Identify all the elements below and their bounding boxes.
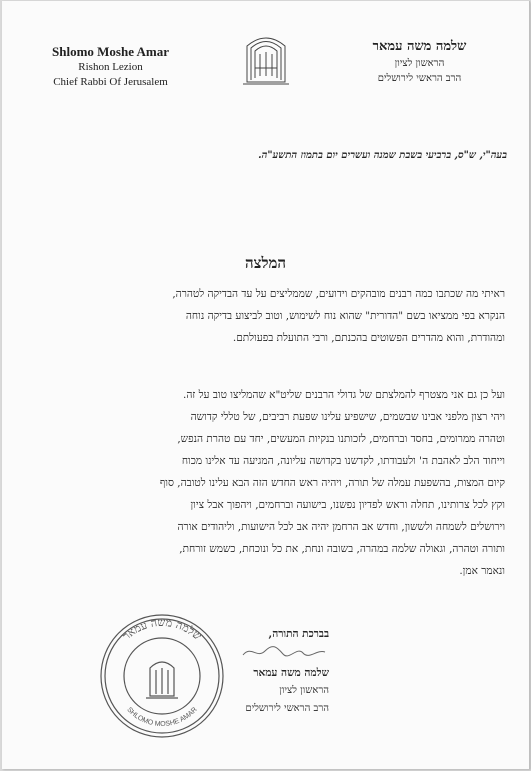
paragraph-line: קיום המצות, בהשפעת עמלה של תורה, ויהיה ראש החדש הזה הבא עלינו לטובה, סוף bbox=[159, 477, 505, 489]
english-name: Shlomo Moshe Amar bbox=[52, 44, 169, 59]
paragraph-line: וקץ לכל צרותינו, תחלה וראש לפדיון נפשנו, בישועה וברחמים, ויהפוך אבל ציון bbox=[190, 499, 505, 511]
handwritten-signature-icon bbox=[239, 643, 329, 660]
paragraph-line: וירושלים לשמחה ולששון, וחדש אב הרחמן יהיה אב לכל הישועות, וליהודים אורה bbox=[177, 521, 505, 533]
paragraph-1 bbox=[32, 283, 505, 349]
letter-title: המלצה bbox=[244, 254, 287, 272]
paragraph-line: ומהודרת, והוא מהדרים הפשוטים בהכנתם, ורבי התועלת בפעולתם. bbox=[232, 332, 505, 344]
stamp-hebrew-text: שלמה משה עמאר bbox=[119, 615, 204, 643]
english-title-2: Chief Rabbi Of Jerusalem bbox=[53, 76, 168, 88]
paragraph-line: ונאמר אמן. bbox=[459, 565, 505, 577]
paragraph-line: וטהרה ממרומים, בחסד וברחמים, לזכותנו בנקיות המעשים, יחד עם טהרת הנפש, bbox=[177, 433, 505, 445]
signature-name: שלמה משה עמאר bbox=[253, 667, 329, 679]
emblem-logo-icon bbox=[239, 28, 293, 88]
hebrew-title-1: הראשון לציון bbox=[394, 58, 445, 69]
stamp-english-text: SHLOMO MOSHE AMAR bbox=[125, 706, 199, 729]
paragraph-line: הנקרא בפי ממציאו בשם "הדורית" שהוא נוח לשימוש, וטוב לביצוע בדיקה נוחה bbox=[185, 310, 505, 322]
paragraph-line: ותורה וטהרה, וגאולה שלמה במהרה, בשובה ונחת, את כל ונוכחת, כשמש זורחת, bbox=[179, 543, 505, 555]
hebrew-title-2: הרב הראשי לירושלים bbox=[377, 73, 462, 84]
english-letterhead bbox=[28, 43, 193, 90]
closing-line: בברכת התורה, bbox=[268, 628, 329, 640]
paragraph-line: ויהי רצון מלפני אבינו שבשמים, שישפיע עלינו שפעת רביבים, של טללי קדושה bbox=[190, 411, 505, 423]
paragraph-line: וייחוד הלב לאהבת ה' ולעבודתו, לקדשנו בקדושה עליונה, המגיעה עד אלינו מכוח bbox=[181, 455, 505, 467]
document-page bbox=[2, 1, 530, 769]
english-title-1: Rishon Lezion bbox=[78, 61, 143, 73]
paragraph-2 bbox=[32, 384, 505, 582]
paragraph-line: ועל כן גם אני מצטרף להמלצתם של גדולי הרבנים שליט"א שהמליצו טוב על זה. bbox=[183, 389, 505, 401]
hebrew-name: שלמה משה עמאר bbox=[372, 39, 467, 54]
signature-block bbox=[149, 625, 329, 718]
hebrew-letterhead bbox=[332, 37, 507, 86]
signature-title-2: הרב הראשי לירושלים bbox=[245, 703, 329, 714]
signature-title-1: הראשון לציון bbox=[279, 685, 329, 696]
date-line: בעה"י, ש"ס, ברביעי בשבת שמנה ועשרים יום בתמוז התשע"ה. bbox=[258, 150, 507, 161]
paragraph-line: ראיתי מה שכתבו כמה רבנים מובהקים וידועים, שממליצים על עד הבדיקה לטהרה, bbox=[172, 288, 505, 300]
